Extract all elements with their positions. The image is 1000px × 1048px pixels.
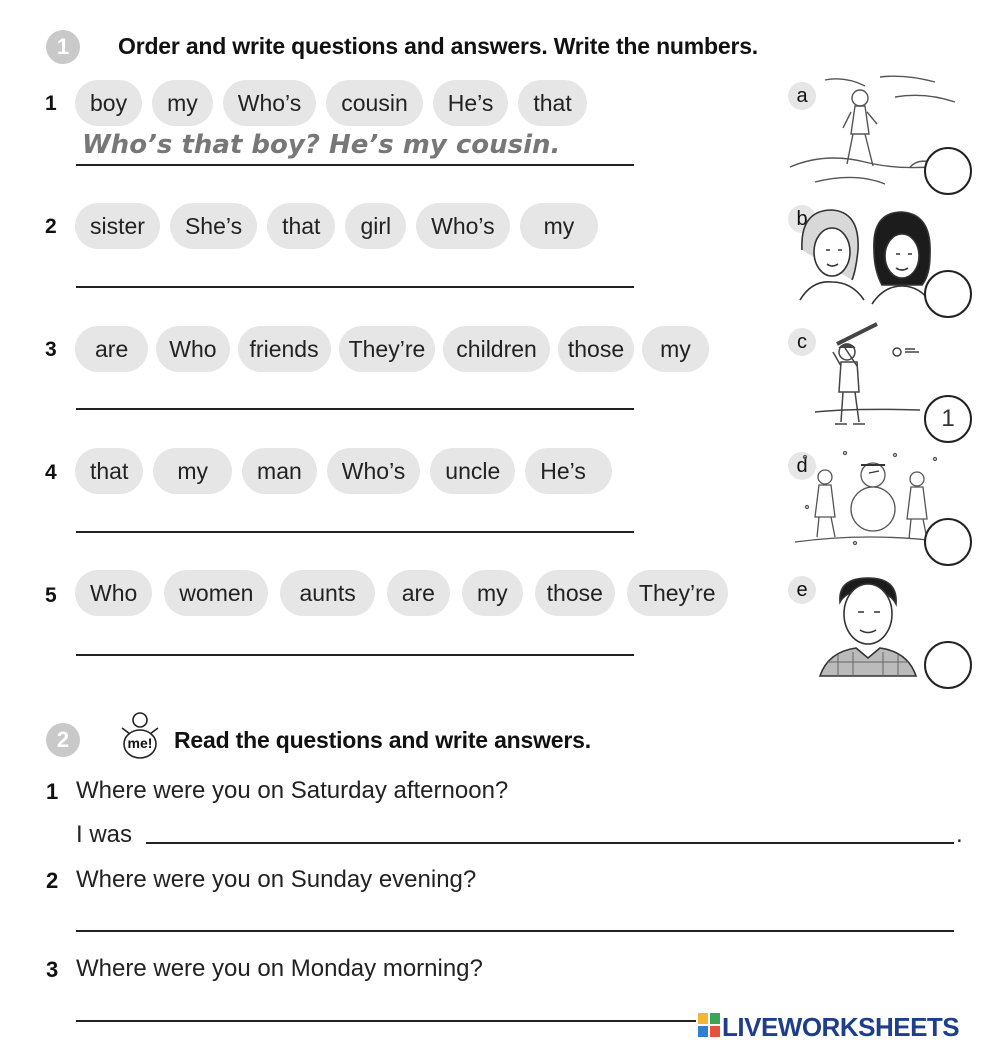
word-chip: He’s [525,448,612,494]
word-chip: are [387,570,450,616]
section-2-heading: Read the questions and write answers. [174,727,591,753]
section-1-heading: Order and write questions and answers. Write the numbers. [118,33,758,59]
word-chip: Who’s [223,80,317,126]
man-portrait-icon [818,572,918,678]
section-2-number: 2 [46,723,80,757]
word-chip: man [242,448,317,494]
answer-3-line[interactable] [76,1020,696,1022]
question-1-text: Where were you on Saturday afternoon? [76,777,509,804]
row-1-answer-line [76,164,634,166]
word-chip: girl [345,203,406,249]
picture-a-answer-circle[interactable] [924,147,972,195]
snowman-children-icon [795,447,945,552]
row-1-answer[interactable]: Who’s that boy? He’s my cousin. [82,130,561,160]
row-5-word-chips [75,570,728,616]
picture-d-letter: d [788,452,816,480]
word-chip: Who’s [416,203,510,249]
word-chip: boy [75,80,142,126]
word-chip: They’re [627,570,728,616]
picture-c-letter: c [788,328,816,356]
word-chip: those [558,326,634,372]
word-chip: cousin [326,80,422,126]
picture-e-letter: e [788,576,816,604]
question-1-number: 1 [46,779,59,804]
row-4-word-chips [75,448,612,494]
row-3-number: 3 [45,338,57,361]
baseball-boy-icon [815,322,925,432]
row-5-number: 5 [45,584,57,607]
liveworksheets-brand: LIVEWORKSHEETS [722,1012,960,1042]
row-4-answer-line [76,531,634,533]
word-chip: friends [238,326,331,372]
word-chip: those [535,570,615,616]
word-chip: Who [75,570,152,616]
picture-c-answer-circle[interactable]: 1 [924,395,972,443]
word-chip: are [75,326,148,372]
row-2-word-chips [75,203,598,249]
word-chip: He’s [433,80,509,126]
word-chip: They’re [339,326,436,372]
me-badge-icon [114,710,166,760]
picture-b-answer-circle[interactable] [924,270,972,318]
question-2-text: Where were you on Sunday evening? [76,866,477,893]
picture-a-letter: a [788,82,816,110]
answer-1-suffix: . [956,821,963,848]
word-chip: my [153,448,232,494]
row-5-answer-line [76,654,634,656]
row-2-answer-line [76,286,634,288]
row-3-word-chips [75,326,709,372]
word-chip: that [518,80,586,126]
word-chip: that [267,203,335,249]
picture-b-letter: b [788,205,816,233]
word-chip: She’s [170,203,257,249]
word-chip: that [75,448,143,494]
word-chip: uncle [430,448,515,494]
row-3-answer-line [76,408,634,410]
word-chip: children [443,326,550,372]
answer-1-line[interactable] [146,842,954,844]
section-1-number: 1 [46,30,80,64]
row-1-word-chips [75,80,587,126]
answer-2-line[interactable] [76,930,954,932]
question-2-number: 2 [46,868,59,893]
word-chip: sister [75,203,160,249]
answer-1-prefix: I was [76,821,133,848]
row-1-number: 1 [45,92,57,115]
row-4-number: 4 [45,461,57,484]
word-chip: aunts [280,570,374,616]
word-chip: Who’s [327,448,421,494]
word-chip: Who [156,326,229,372]
word-chip: my [462,570,523,616]
liveworksheets-logo-icon [698,1013,720,1037]
question-3-text: Where were you on Monday morning? [76,955,483,982]
word-chip: my [642,326,709,372]
word-chip: my [152,80,213,126]
picture-e-answer-circle[interactable] [924,641,972,689]
picture-d-answer-circle[interactable] [924,518,972,566]
row-2-number: 2 [45,215,57,238]
word-chip: my [520,203,599,249]
word-chip: women [164,570,268,616]
question-3-number: 3 [46,957,59,982]
me-badge-label: me! [127,735,153,751]
two-girls-icon [792,200,942,305]
